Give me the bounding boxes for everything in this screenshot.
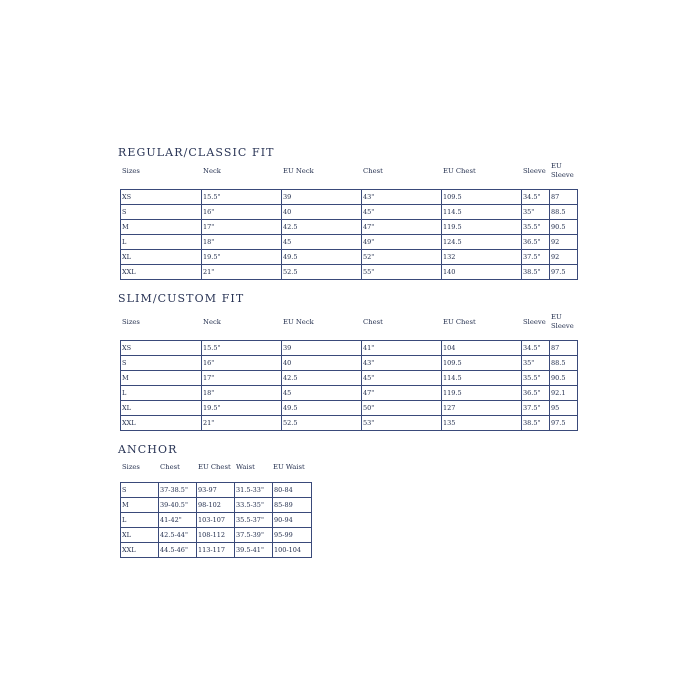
- cell: 119.5: [442, 386, 522, 401]
- table-row: [121, 235, 578, 250]
- cell: 36.5": [522, 386, 550, 401]
- anchor-header-sizes: Sizes: [122, 463, 140, 471]
- anchor-header-eu-chest: EU Chest: [198, 463, 231, 471]
- cell: 114.5: [442, 371, 522, 386]
- cell: 16": [202, 356, 282, 371]
- cell: 18": [202, 386, 282, 401]
- cell: 35": [522, 205, 550, 220]
- cell: 35.5-37": [235, 513, 273, 528]
- cell: 113-117: [197, 543, 235, 558]
- cell: 33.5-35": [235, 498, 273, 513]
- cell: 88.5: [550, 356, 578, 371]
- cell: 37.5": [522, 250, 550, 265]
- cell: 42.5-44": [159, 528, 197, 543]
- cell: 17": [202, 220, 282, 235]
- cell: M: [121, 371, 202, 386]
- cell: 52": [362, 250, 442, 265]
- cell: 114.5: [442, 205, 522, 220]
- cell: 31.5-33": [235, 483, 273, 498]
- slim-header-sleeve: Sleeve: [523, 318, 546, 326]
- cell: 103-107: [197, 513, 235, 528]
- cell: 41-42": [159, 513, 197, 528]
- cell: 108-112: [197, 528, 235, 543]
- cell: 35": [522, 356, 550, 371]
- cell: 132: [442, 250, 522, 265]
- cell: M: [121, 498, 159, 513]
- cell: XXL: [121, 265, 202, 280]
- cell: XXL: [121, 416, 202, 431]
- cell: S: [121, 356, 202, 371]
- slim-size-table: [120, 340, 578, 431]
- cell: 43": [362, 356, 442, 371]
- cell: 37-38.5": [159, 483, 197, 498]
- cell: 100-104: [273, 543, 312, 558]
- cell: 49.5: [282, 250, 362, 265]
- slim-header-eu-neck: EU Neck: [283, 318, 314, 326]
- regular-header-neck: Neck: [203, 167, 221, 175]
- cell: 42.5: [282, 220, 362, 235]
- table-row: [121, 190, 578, 205]
- anchor-header-eu-waist: EU Waist: [273, 463, 305, 471]
- regular-header-eu-sleeve: EU Sleeve: [551, 162, 574, 179]
- regular-size-table: [120, 189, 578, 280]
- cell: 44.5-46": [159, 543, 197, 558]
- cell: 92: [550, 235, 578, 250]
- cell: 47": [362, 386, 442, 401]
- cell: L: [121, 513, 159, 528]
- cell: XS: [121, 190, 202, 205]
- cell: 39: [282, 341, 362, 356]
- cell: M: [121, 220, 202, 235]
- cell: 38.5": [522, 416, 550, 431]
- slim-header-neck: Neck: [203, 318, 221, 326]
- cell: 45: [282, 235, 362, 250]
- cell: 119.5: [442, 220, 522, 235]
- cell: XL: [121, 528, 159, 543]
- regular-fit-title: REGULAR/CLASSIC FIT: [118, 146, 275, 159]
- regular-header-eu-chest: EU Chest: [443, 167, 476, 175]
- table-row: [121, 528, 312, 543]
- regular-header-sleeve: Sleeve: [523, 167, 546, 175]
- cell: 87: [550, 190, 578, 205]
- cell: XS: [121, 341, 202, 356]
- table-row: [121, 498, 312, 513]
- cell: 41": [362, 341, 442, 356]
- cell: 93-97: [197, 483, 235, 498]
- cell: 39.5-41": [235, 543, 273, 558]
- cell: 37.5-39": [235, 528, 273, 543]
- cell: 127: [442, 401, 522, 416]
- cell: 87: [550, 341, 578, 356]
- cell: 40: [282, 205, 362, 220]
- cell: 55": [362, 265, 442, 280]
- cell: 95-99: [273, 528, 312, 543]
- table-row: [121, 371, 578, 386]
- slim-fit-title: SLIM/CUSTOM FIT: [118, 292, 245, 305]
- table-row: [121, 513, 312, 528]
- cell: 49": [362, 235, 442, 250]
- regular-header-eu-neck: EU Neck: [283, 167, 314, 175]
- table-row: [121, 250, 578, 265]
- cell: 88.5: [550, 205, 578, 220]
- cell: 18": [202, 235, 282, 250]
- slim-header-eu-sleeve: EU Sleeve: [551, 313, 574, 330]
- cell: 109.5: [442, 356, 522, 371]
- cell: 92.1: [550, 386, 578, 401]
- cell: 21": [202, 416, 282, 431]
- cell: XL: [121, 401, 202, 416]
- table-row: [121, 356, 578, 371]
- cell: 35.5": [522, 371, 550, 386]
- cell: 15.5": [202, 341, 282, 356]
- cell: 39: [282, 190, 362, 205]
- cell: 52.5: [282, 416, 362, 431]
- cell: XXL: [121, 543, 159, 558]
- cell: 97.5: [550, 265, 578, 280]
- slim-header-eu-chest: EU Chest: [443, 318, 476, 326]
- cell: 52.5: [282, 265, 362, 280]
- anchor-size-table: [120, 482, 312, 558]
- cell: 135: [442, 416, 522, 431]
- cell: 104: [442, 341, 522, 356]
- cell: 42.5: [282, 371, 362, 386]
- cell: 53": [362, 416, 442, 431]
- table-row: [121, 220, 578, 235]
- cell: 34.5": [522, 341, 550, 356]
- cell: S: [121, 483, 159, 498]
- table-row: [121, 483, 312, 498]
- cell: 38.5": [522, 265, 550, 280]
- cell: L: [121, 386, 202, 401]
- cell: 45": [362, 371, 442, 386]
- table-row: [121, 543, 312, 558]
- slim-header-sizes: Sizes: [122, 318, 140, 326]
- table-row: [121, 205, 578, 220]
- cell: 92: [550, 250, 578, 265]
- cell: 21": [202, 265, 282, 280]
- cell: 16": [202, 205, 282, 220]
- cell: 45: [282, 386, 362, 401]
- cell: S: [121, 205, 202, 220]
- cell: 50": [362, 401, 442, 416]
- table-row: [121, 401, 578, 416]
- cell: 49.5: [282, 401, 362, 416]
- cell: 19.5": [202, 401, 282, 416]
- cell: 90.5: [550, 371, 578, 386]
- table-row: [121, 341, 578, 356]
- cell: XL: [121, 250, 202, 265]
- cell: 124.5: [442, 235, 522, 250]
- cell: 19.5": [202, 250, 282, 265]
- cell: 37.5": [522, 401, 550, 416]
- cell: 15.5": [202, 190, 282, 205]
- cell: 140: [442, 265, 522, 280]
- cell: 36.5": [522, 235, 550, 250]
- cell: 39-40.5": [159, 498, 197, 513]
- cell: 43": [362, 190, 442, 205]
- cell: 34.5": [522, 190, 550, 205]
- cell: 17": [202, 371, 282, 386]
- anchor-title: ANCHOR: [118, 443, 178, 456]
- cell: 90-94: [273, 513, 312, 528]
- cell: 80-84: [273, 483, 312, 498]
- anchor-header-chest: Chest: [160, 463, 180, 471]
- table-row: [121, 386, 578, 401]
- cell: 109.5: [442, 190, 522, 205]
- cell: 95: [550, 401, 578, 416]
- cell: L: [121, 235, 202, 250]
- table-row: [121, 416, 578, 431]
- cell: 47": [362, 220, 442, 235]
- cell: 85-89: [273, 498, 312, 513]
- slim-header-chest: Chest: [363, 318, 383, 326]
- cell: 90.5: [550, 220, 578, 235]
- cell: 40: [282, 356, 362, 371]
- cell: 97.5: [550, 416, 578, 431]
- anchor-header-waist: Waist: [236, 463, 255, 471]
- regular-header-chest: Chest: [363, 167, 383, 175]
- cell: 35.5": [522, 220, 550, 235]
- table-row: [121, 265, 578, 280]
- cell: 45": [362, 205, 442, 220]
- regular-header-sizes: Sizes: [122, 167, 140, 175]
- cell: 98-102: [197, 498, 235, 513]
